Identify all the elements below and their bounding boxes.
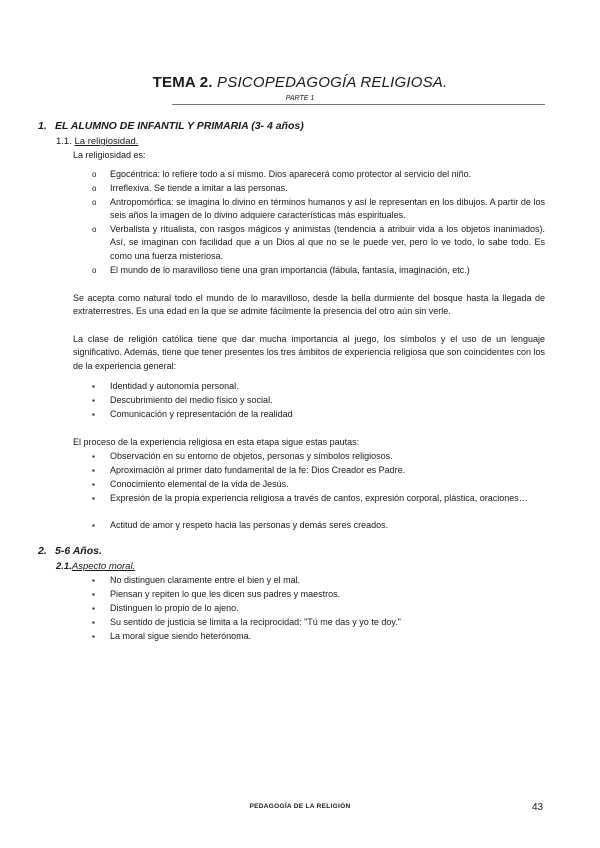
list-marker: ▪ [92,396,95,405]
subsection-2-1-number: 2.1. [56,561,72,572]
tema-title: PSICOPEDAGOGÍA RELIGIOSA. [217,74,448,91]
parte-label: PARTE 1 [285,95,315,102]
list-marker: ▪ [92,590,95,599]
page-title [0,74,600,91]
footer-label: PEDAGOGÍA DE LA RELIGIÓN [249,803,351,810]
subsection-2-1 [56,561,135,572]
list-marker: ▪ [92,521,95,530]
list-marker: ▪ [92,632,95,641]
section1-heading [38,120,304,132]
section1-number: 1. [38,120,47,132]
list-item: Comunicación y representación de la realidad [110,409,293,419]
list-marker: o [92,198,97,207]
list-item: Verbalista y ritualista, con rasgos mágicos y animistas (tendencia a atribuir vida a los objetos inanimados). Así, se imaginan con facilidad que a un Dios al que no se le puede ver, pero lo ve todo, lo sabe todo. Es como una fuerza misteriosa. [110,224,545,261]
list-marker: o [92,170,97,179]
list-marker: o [92,184,97,193]
list-item: Expresión de la propia experiencia religiosa a través de cantos, expresión corporal, plástica, oraciones… [110,493,528,503]
list-item: Descubrimiento del medio físico y social. [110,395,273,405]
list-item: Aproximación al primer dato fundamental de la fe: Dios Creador es Padre. [110,465,406,475]
list-item: Egocéntrica: lo refiere todo a sí mismo. Dios aparecerá como protector al servicio del niño. [110,169,472,179]
list-marker: ▪ [92,604,95,613]
list-item: Actitud de amor y respeto hacia las personas y demás seres creados. [110,520,389,530]
list-marker: ▪ [92,466,95,475]
tema-label: TEMA 2. [152,74,213,91]
paragraph: La clase de religión católica tiene que dar mucha importancia al juego, los símbolos y el uso de un lenguaje significativo. Además, tiene que tener presentes los tres ámbitos de experiencia religiosa que son coincidentes con los de la experiencia general: [73,334,545,371]
list-item: Su sentido de justicia se limita a la reciprocidad: "Tú me das y yo te doy." [110,617,401,627]
religiosidad-intro: La religiosidad es: [73,150,146,160]
list-item: Observación en su entorno de objetos, personas y símbolos religiosos. [110,451,393,461]
list-marker: ▪ [92,480,95,489]
subsection-1-1-number: 1.1. [56,136,72,147]
list-item: Conocimiento elemental de la vida de Jesús. [110,479,289,489]
section2-heading [38,545,102,557]
list-item: Antropomórfica: se imagina lo divino en términos humanos y así le representan en los dibujos. A partir de los seis años la imagen de lo divino adquiere características más espirituales. [110,197,545,221]
list-marker: ▪ [92,494,95,503]
section2-heading-text: 5-6 Años. [55,545,102,557]
list-item: Distinguen lo propio de lo ajeno. [110,603,239,613]
list-marker: ▪ [92,576,95,585]
section2-number: 2. [38,545,47,557]
paragraph: El proceso de la experiencia religiosa en esta etapa sigue estas pautas: [73,437,360,447]
subsection-1-1-title: La religiosidad. [74,136,139,147]
paragraph: Se acepta como natural todo el mundo de lo maravilloso, desde la bella durmiente del bosque hasta la llegada de extraterrestres. Es una edad en la que se admite fácilmente la presencia del otro aún sin verle. [73,293,545,317]
list-marker: ▪ [92,410,95,419]
header-divider [172,104,545,105]
list-item: El mundo de lo maravilloso tiene una gran importancia (fábula, fantasía, imaginación, etc.) [110,265,470,275]
subsection-1-1 [56,136,138,147]
list-item: Irreflexiva. Se tiende a imitar a las personas. [110,183,288,193]
list-item: Piensan y repiten lo que les dicen sus padres y maestros. [110,589,341,599]
list-item: Identidad y autonomía personal. [110,381,239,391]
list-item: No distinguen claramente entre el bien y el mal. [110,575,301,585]
list-marker: o [92,266,97,275]
subsection-2-1-title: Aspecto moral. [71,561,136,572]
section1-heading-text: EL ALUMNO DE INFANTIL Y PRIMARIA (3- 4 años) [55,120,304,132]
list-marker: o [92,225,97,234]
list-marker: ▪ [92,452,95,461]
list-item: La moral sigue siendo heterónoma. [110,631,252,641]
page-number: 43 [532,802,544,813]
list-marker: ▪ [92,382,95,391]
list-marker: ▪ [92,618,95,627]
